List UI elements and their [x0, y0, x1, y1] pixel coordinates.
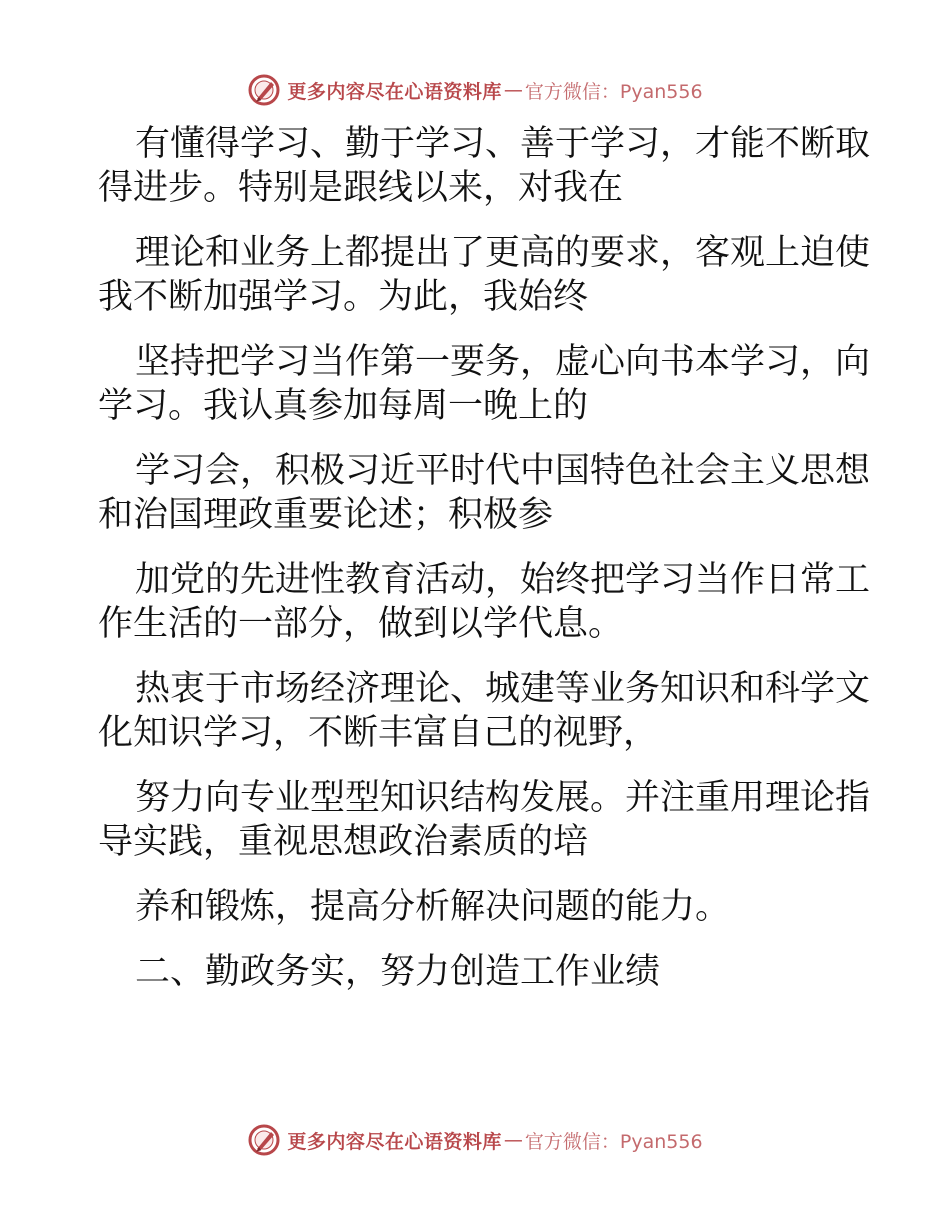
paragraph-line: 导实践，重视思想政治素质的培: [98, 822, 589, 862]
pen-nib-circle-icon: [247, 1123, 281, 1157]
header-watermark: [0, 70, 950, 110]
paragraph-line: 化知识学习，不断丰富自己的视野，: [98, 713, 659, 753]
paragraph-line: 热衷于市场经济理论、城建等业务知识和科学文: [135, 669, 871, 709]
paragraph-line: 得进步。特别是跟线以来，对我在: [98, 168, 624, 208]
paragraph-line: 努力向专业型型知识结构发展。并注重用理论指: [135, 778, 871, 818]
paragraph-line: 学习会，积极习近平时代中国特色社会主义思想: [135, 451, 871, 491]
paragraph-line: 有懂得学习、勤于学习、善于学习，才能不断取: [135, 124, 871, 164]
document-body: [98, 122, 871, 994]
paragraph-line: 和治国理政重要论述；积极参: [98, 495, 554, 535]
paragraph-line: 我不断加强学习。为此，我始终: [98, 277, 589, 317]
footer-wechat-text: 官方微信：Pyan556: [524, 1130, 703, 1153]
footer-dash: —: [503, 1129, 523, 1151]
header-wechat-text: 官方微信：Pyan556: [524, 80, 703, 103]
paragraph-line: 养和锻炼，提高分析解决问题的能力。: [135, 887, 731, 927]
paragraph-line: 坚持把学习当作第一要务，虚心向书本学习，向: [135, 342, 871, 382]
header-brand-text: 更多内容尽在心语资料库: [287, 80, 502, 103]
header-dash: —: [503, 79, 523, 101]
footer-brand-text: 更多内容尽在心语资料库: [287, 1130, 502, 1153]
pen-nib-circle-icon: [247, 73, 281, 107]
footer-watermark: [0, 1120, 950, 1160]
section-heading: 二、勤政务实，努力创造工作业绩: [135, 952, 661, 992]
paragraph-line: 理论和业务上都提出了更高的要求，客观上迫使: [135, 233, 871, 273]
paragraph-line: 学习。我认真参加每周一晚上的: [98, 386, 589, 426]
paragraph-line: 作生活的一部分，做到以学代息。: [98, 604, 624, 644]
paragraph-line: 加党的先进性教育活动，始终把学习当作日常工: [135, 560, 871, 600]
